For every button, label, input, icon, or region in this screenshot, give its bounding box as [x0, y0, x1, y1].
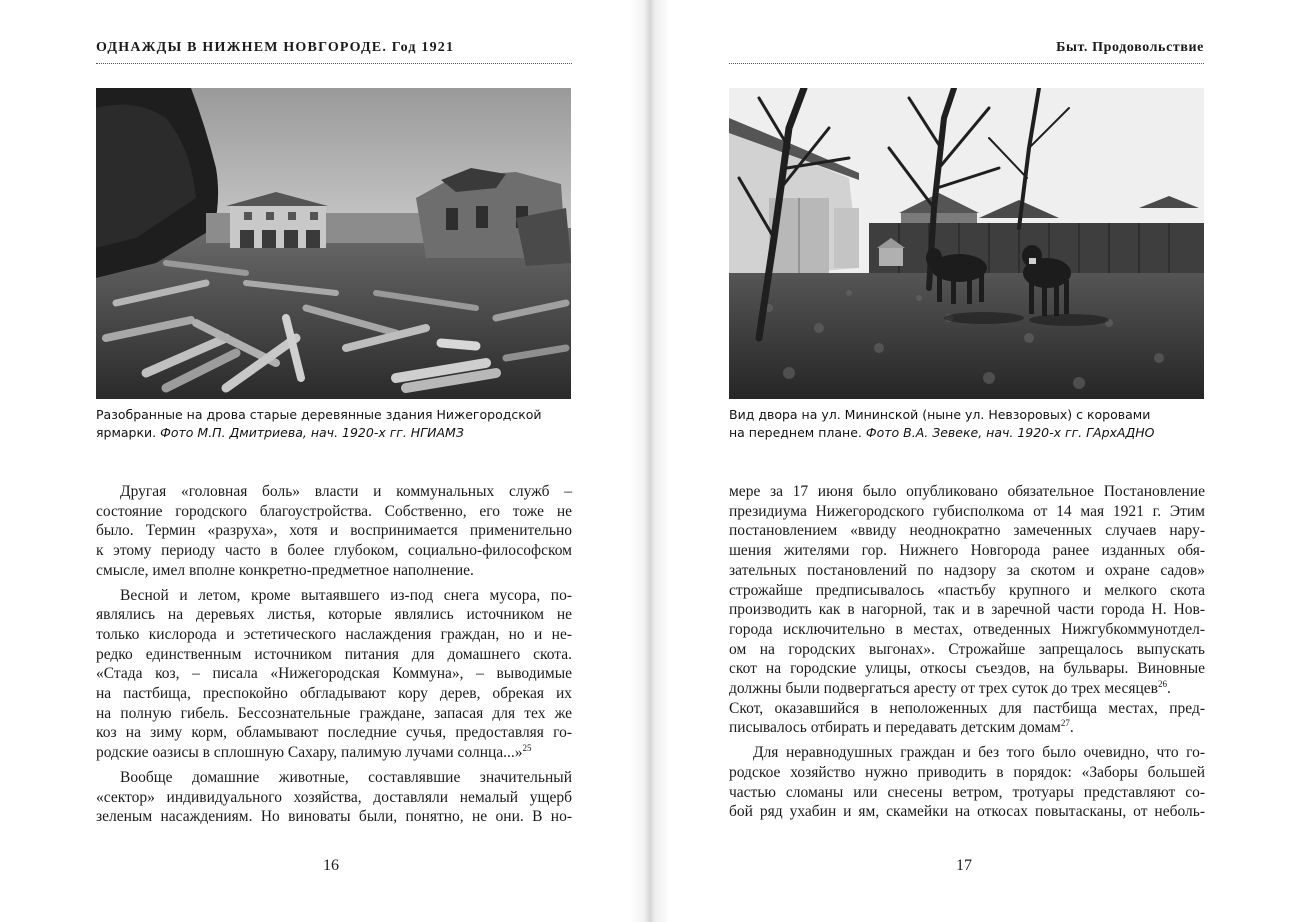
header-rule	[96, 63, 572, 64]
footnote-ref[interactable]: 25	[522, 742, 532, 753]
text-line: скот на городские улицы, откосы съездов, на бульвары. Виновные	[729, 660, 1205, 678]
text-line: ом на городских выгонах». Строжайше запрещалось выпускать	[729, 640, 1205, 658]
text-line: города исключительно в местах, отведенных Нижгубкоммунотдел-	[729, 620, 1205, 638]
text-line: производить как в нагорной, так и в заречной части города Н. Нов-	[729, 601, 1205, 619]
running-head: ОДНАЖДЫ В НИЖНЕМ НОВГОРОДЕ. Год 1921	[96, 40, 455, 55]
caption-credit: Фото М.П. Дмитриева, нач. 1920-х гг. НГИАМЗ	[160, 425, 464, 440]
photo-caption	[96, 406, 576, 442]
text-line: президиума Нижегородского губисполкома от 14 мая 1921 г. Этим	[729, 502, 1205, 520]
text-line: Вообще домашние животные, составлявшие значительный	[120, 768, 572, 786]
photo-yard-cows	[729, 88, 1204, 399]
book-gutter	[630, 0, 670, 922]
text-line: строжайше предписывалось «пастьбу крупного и мелкого скота	[729, 581, 1205, 599]
text-fragment: должны были подвергаться аресту от трех суток до трех месяцев	[729, 680, 1158, 698]
caption-line	[729, 424, 1209, 442]
caption-line: Разобранные на дрова старые деревянные здания Нижегородской	[96, 407, 542, 422]
text-line: Скот, оказавшийся в неположенных для пастбища местах, пред-	[729, 699, 1205, 717]
caption-text: на переднем плане.	[729, 425, 866, 440]
text-line	[96, 743, 572, 763]
text-line: постановлением «ввиду неоднократно замеченных случаев нару-	[729, 522, 1205, 540]
footnote-ref[interactable]: 26	[1158, 678, 1167, 689]
text-line: зеленым насаждениям. Но виноваты были, понятно, не они. В но-	[96, 808, 572, 826]
text-line: на пастбища, преспокойно обгладывают кору дерев, обрекая их	[96, 685, 572, 703]
text-line: «Стада коз, – писала «Нижегородская Коммуна», – выводимые	[96, 665, 572, 683]
text-fragment: родские оазисы в сплошную Сахару, палимую лучами солнца...»	[96, 744, 523, 762]
text-line: должны были подвергаться аресту от трех суток до трех месяцев$^{26}$.	[729, 678, 1171, 698]
text-line: бой ряд ухабин и ям, скамейки на откосах повытасканы, от неболь-	[729, 803, 1205, 821]
text-line: редко единственным источником питания для домашнего скота.	[96, 645, 572, 663]
right-page	[650, 0, 1300, 922]
caption-credit: Фото В.А. Зевеке, нач. 1920-х гг. ГАрхАДНО	[865, 425, 1155, 440]
footnote-ref[interactable]: 27	[1060, 718, 1070, 729]
text-line: на полную гибель. Бессознательные граждане, запасая для тех же	[96, 704, 572, 722]
text-line: «сектор» индивидуального хозяйства, доставляли немалый ущерб	[96, 788, 572, 806]
text-line: состояние городского благоустройства. Собственно, его тоже не	[96, 502, 572, 520]
caption-text: ярмарки.	[96, 425, 161, 440]
page-number: 16	[323, 857, 339, 874]
photo-fair-ruins	[96, 88, 571, 399]
body-text	[729, 482, 1205, 822]
text-line: коз на зиму корм, обламывают последние сучья, предоставляя го-	[96, 724, 572, 742]
text-line: к этому периоду часто в более глубоком, социально-философском	[96, 542, 572, 560]
text-line: только кислорода и эстетического наслаждения граждан, но и не-	[96, 625, 572, 643]
text-line: Весной и летом, кроме вытаявшего из-под снега мусора, по-	[120, 586, 572, 604]
text-line: частью сломаны или снесены ветром, тротуары представляют со-	[729, 783, 1205, 801]
photo-caption	[729, 406, 1209, 442]
header-rule	[729, 63, 1204, 64]
text-line: зательных постановлений по надзору за скотом и охране садов»	[729, 561, 1205, 579]
caption-line: Вид двора на ул. Мининской (ныне ул. Невзоровых) с коровами	[729, 407, 1151, 422]
text-line: мере за 17 июня было опубликовано обязательное Постановление	[729, 483, 1205, 500]
text-line: Другая «головная боль» власти и коммунальных служб –	[120, 483, 572, 500]
body-text	[96, 482, 572, 827]
page-number: 17	[956, 857, 972, 874]
caption-line	[96, 424, 576, 442]
text-line: являлись на деревьях листья, которые являлись источником не	[96, 606, 572, 624]
text-fragment: писывалось отбирать и передавать детским домам	[729, 719, 1061, 737]
text-line: Для неравнодушных граждан и без того было очевидно, что го-	[753, 744, 1205, 762]
text-line: шения жителями гор. Нижнего Новгорода ранее изданных обя-	[729, 542, 1205, 560]
text-line: смысле, имел вполне конкретно-предметное наполнение.	[96, 561, 474, 579]
text-line: родское хозяйство нужно приводить в порядок: «Заборы большей	[729, 763, 1205, 781]
text-line: было. Термин «разруха», хотя и воспринимается применительно	[96, 522, 572, 540]
running-head: Быт. Продовольствие	[1056, 40, 1204, 55]
text-line: писывалось отбирать и передавать детским домам$^{27}$.	[729, 718, 1074, 737]
